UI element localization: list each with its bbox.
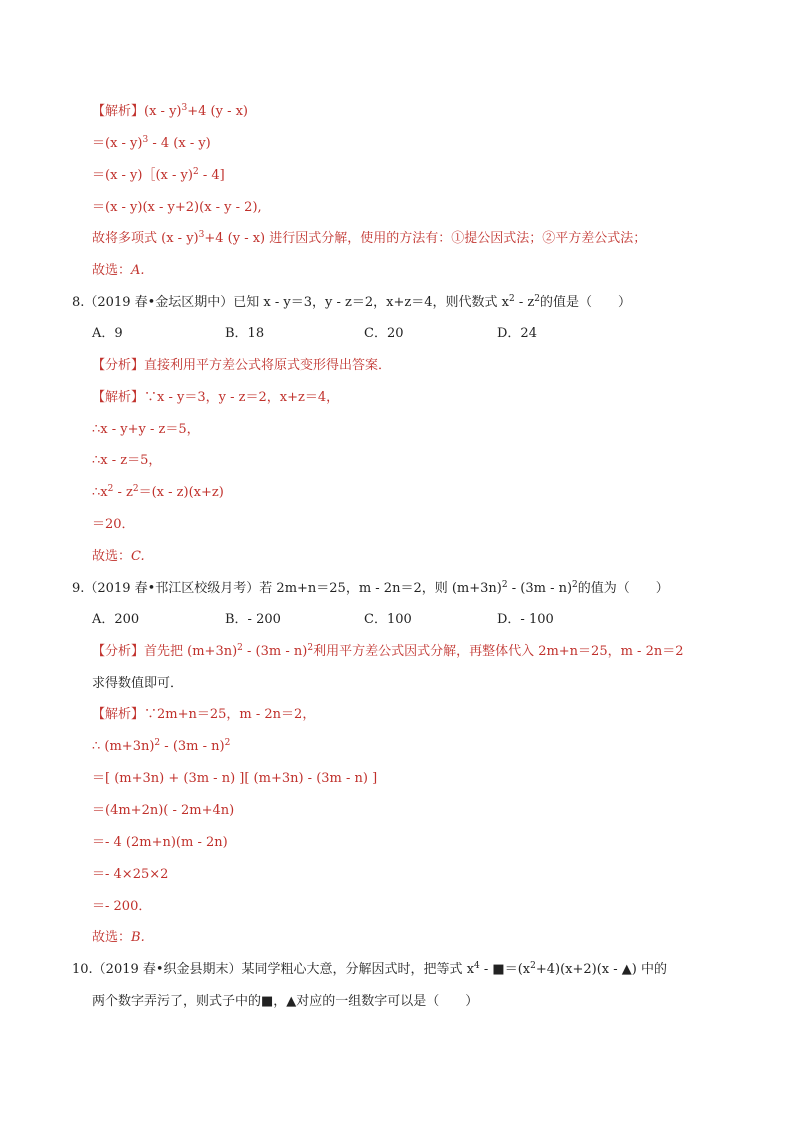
option-a: A．9 <box>92 326 123 341</box>
option-b: B．- 200 <box>225 612 281 627</box>
q7-answer: 故选：A. <box>92 263 145 278</box>
q9-jiexi-line-3: ＝[ (m+3n) + (3m - n) ][ (m+3n) - (3m - n) ] <box>92 771 378 786</box>
q10-stem-line-2: 两个数字弄污了，则式子中的■，▲对应的一组数字可以是（ ） <box>92 994 479 1009</box>
option-d: D．- 100 <box>497 612 554 627</box>
q8-jiexi-line-4: $\therefore x^2 - z^2=(x - z)(x+z)$ <box>92 484 224 500</box>
jiexi-tag: 【解析】 <box>92 104 145 119</box>
q8-jiexi-line-1: 【解析】∵x - y＝3，y - z＝2，x+z＝4， <box>92 390 340 405</box>
fenxi-tag: 【分析】 <box>92 358 145 373</box>
q9-jiexi-line-2: ∴ $(m+3n)^2 - (3m - n)^2$ <box>92 738 231 754</box>
q8-jiexi-line-3: ∴x - z＝5， <box>92 453 162 468</box>
q8-fenxi: 【分析】直接利用平方差公式将原式变形得出答案． <box>92 358 392 373</box>
q9-stem: 9.（2019 春•邗江区校级月考）若 2m+n＝25，m - 2n＝2，则 $(m+3n)^2 - (3m - n)^2$的值为（ ） <box>72 580 669 596</box>
q9-jiexi-line-5: ＝- 4 (2m+n)(m - 2n) <box>92 835 228 850</box>
q10-stem-line-1: 10.（2019 春•织金县期末）某同学粗心大意，分解因式时，把等式 $x^4$ - $■=(x^2+4)(x+2)(x$ - ▲) 中的 <box>72 961 667 977</box>
q9-options <box>92 612 592 628</box>
q8-answer: 故选：C. <box>92 549 145 564</box>
q9-jiexi-line-7: ＝- 200． <box>92 899 152 914</box>
q8-stem: 8.（2019 春•金坛区期中）已知 x - y＝3，y - z＝2，x+z＝4，则代数式 $x^2 - z^2$的值是（ ） <box>72 294 631 310</box>
option-a: A．200 <box>92 612 140 627</box>
option-c: C．100 <box>364 612 412 627</box>
jiexi-tag: 【解析】 <box>92 390 145 405</box>
q9-jiexi-line-6: ＝- 4×25×2 <box>92 867 169 882</box>
q9-jiexi-line-4: ＝(4m+2n)( - 2m+4n) <box>92 803 235 818</box>
q7-jiexi-line-1: 【解析】(x - y)$^3$+4 (y - x) <box>92 103 249 119</box>
fenxi-tag: 【分析】 <box>92 644 145 659</box>
option-d: D．24 <box>497 326 537 341</box>
q9-fenxi-line-1: 【分析】首先把 $(m+3n)^2 - (3m - n)^2$利用平方差公式因式分解，再整体代入 2m+n＝25，m - 2n＝2 <box>92 643 684 659</box>
q8-jiexi-line-5: ＝20． <box>92 517 135 532</box>
q9-jiexi-line-1: 【解析】∵2m+n＝25，m - 2n＝2， <box>92 707 316 722</box>
q7-jiexi-line-2: ＝(x - y)$^3$ - 4 (x - y) <box>92 135 211 151</box>
q9-answer: 故选：B. <box>92 930 145 945</box>
q7-jiexi-line-4: ＝(x - y)(x - y+2)(x - y - 2), <box>92 200 262 215</box>
option-c: C．20 <box>364 326 404 341</box>
jiexi-tag: 【解析】 <box>92 707 145 722</box>
q7-jiexi-line-5: 故将多项式 (x - y)$^3$+4 (y - x) 进行因式分解，使用的方法有：①提公因式法；②平方差公式法； <box>92 230 647 246</box>
q7-jiexi-line-3: ＝(x - y)［(x - y)$^2$ - 4] <box>92 167 225 183</box>
q8-options <box>92 326 592 342</box>
q9-fenxi-line-2: 求得数值即可． <box>92 676 184 691</box>
option-b: B．18 <box>225 326 265 341</box>
q8-jiexi-line-2: ∴x - y+y - z＝5， <box>92 422 200 437</box>
